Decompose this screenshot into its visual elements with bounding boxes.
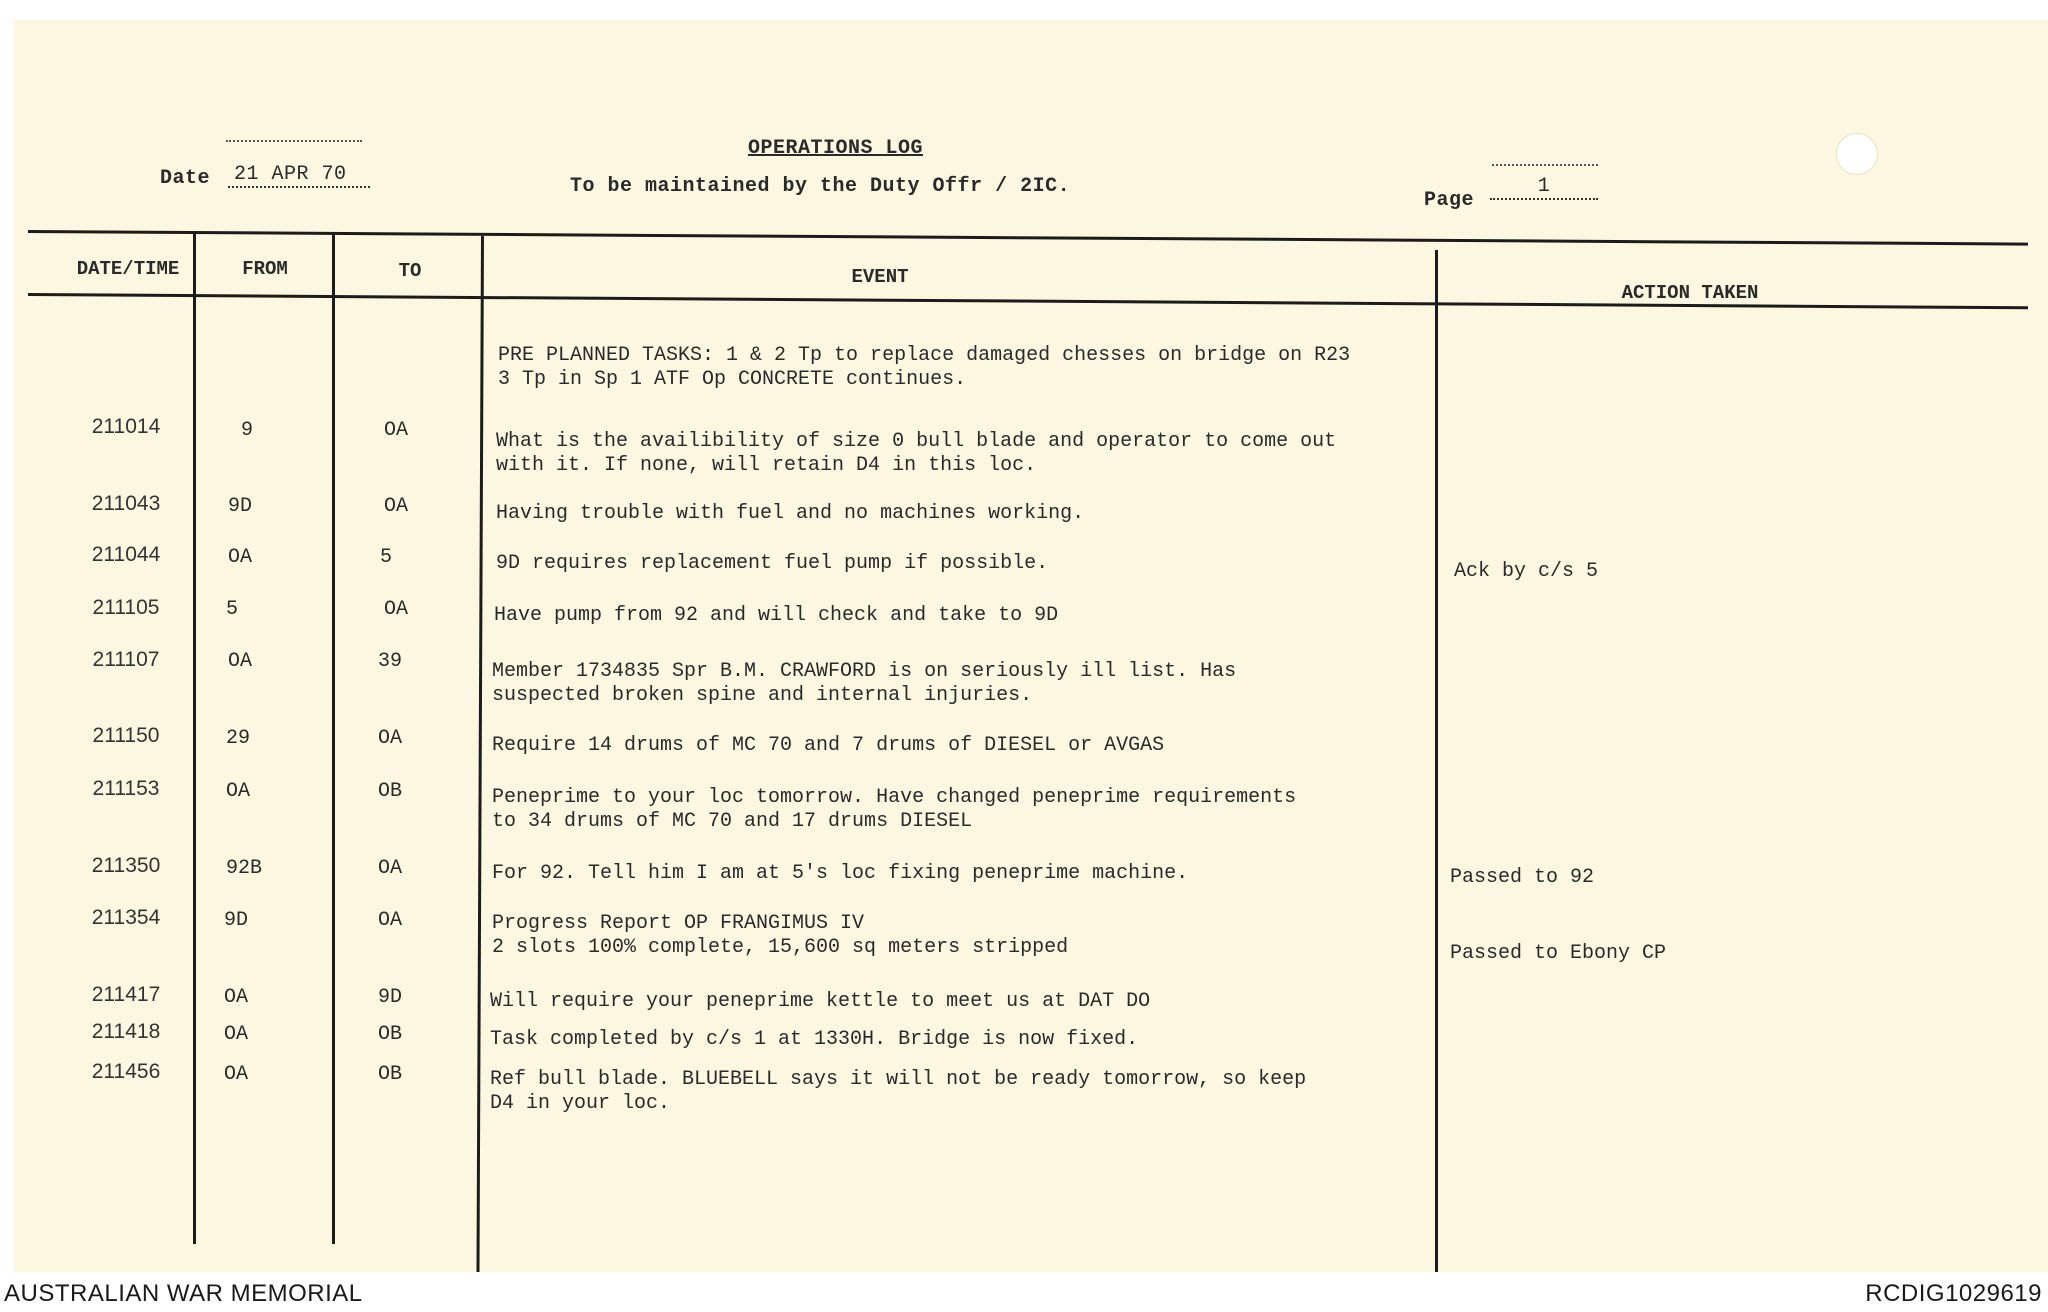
row-event: Task completed by c/s 1 at 1330H. Bridge is now fixed. bbox=[490, 1028, 1139, 1051]
row-from: OA bbox=[223, 1063, 248, 1086]
row-to: OB bbox=[377, 1023, 402, 1046]
row-from: 92B bbox=[225, 857, 262, 880]
row-event: Progress Report OP FRANGIMUS IV 2 slots 100% complete, 15,600 sq meters stripped bbox=[492, 912, 1069, 959]
row-datetime: 211418 bbox=[91, 1020, 161, 1043]
row-event: Require 14 drums of MC 70 and 7 drums of DIESEL or AVGAS bbox=[492, 734, 1165, 757]
row-from: OA bbox=[227, 546, 252, 569]
row-from: OA bbox=[227, 650, 252, 673]
row-event: For 92. Tell him I am at 5's loc fixing peneprime machine. bbox=[492, 862, 1189, 885]
preplanned-tasks: PRE PLANNED TASKS: 1 & 2 Tp to replace damaged chesses on bridge on R23 3 Tp in Sp 1 ATF Op CONCRETE continues. bbox=[498, 344, 1351, 391]
footer-source: AUSTRALIAN WAR MEMORIAL bbox=[4, 1280, 363, 1307]
row-datetime: 211043 bbox=[91, 492, 161, 515]
page-value: 1 bbox=[1490, 175, 1598, 200]
row-datetime: 211150 bbox=[92, 724, 160, 747]
row-from: 9D bbox=[227, 495, 252, 518]
row-datetime: 211456 bbox=[91, 1060, 161, 1083]
row-action: Ack by c/s 5 bbox=[1454, 560, 1599, 583]
page-dotted-line bbox=[1492, 164, 1598, 166]
column-header-action: ACTION TAKEN bbox=[1621, 282, 1759, 304]
row-datetime: 211044 bbox=[91, 543, 161, 566]
row-to: OA bbox=[383, 419, 408, 442]
row-from: 5 bbox=[225, 598, 238, 621]
row-from: OA bbox=[223, 1023, 248, 1046]
row-to: 5 bbox=[379, 546, 392, 569]
date-label: Date bbox=[160, 167, 211, 190]
page-label: Page bbox=[1424, 189, 1475, 212]
date-value: 21 APR 70 bbox=[228, 163, 370, 188]
punch-hole bbox=[1836, 133, 1878, 175]
column-header-to: TO bbox=[398, 260, 422, 282]
row-to: 9D bbox=[377, 986, 402, 1009]
row-datetime: 211107 bbox=[92, 648, 160, 671]
row-datetime: 211417 bbox=[91, 983, 161, 1006]
row-from: OA bbox=[223, 986, 248, 1009]
date-dotted-line bbox=[226, 140, 362, 142]
row-datetime: 211354 bbox=[91, 906, 161, 929]
row-datetime: 211105 bbox=[92, 596, 160, 619]
row-event: Having trouble with fuel and no machines working. bbox=[496, 502, 1085, 525]
row-to: OB bbox=[377, 780, 402, 803]
col-divider-4 bbox=[1435, 250, 1438, 1272]
row-event: 9D requires replacement fuel pump if possible. bbox=[496, 552, 1049, 575]
row-to: OA bbox=[377, 727, 402, 750]
row-to: OB bbox=[377, 1063, 402, 1086]
row-event: Member 1734835 Spr B.M. CRAWFORD is on seriously ill list. Has suspected broken spine and internal injuries. bbox=[492, 660, 1237, 707]
row-event: What is the availibility of size 0 bull blade and operator to come out with it. If none, will retain D4 in this loc. bbox=[496, 430, 1337, 477]
row-action: Passed to Ebony CP bbox=[1450, 942, 1667, 965]
column-header-from: FROM bbox=[242, 258, 288, 280]
row-to: OA bbox=[383, 598, 408, 621]
row-event: Peneprime to your loc tomorrow. Have changed peneprime requirements to 34 drums of MC 70 and 17 drums DIESEL bbox=[492, 786, 1297, 833]
row-to: OA bbox=[377, 857, 402, 880]
footer-catalog-id: RCDIG1029619 bbox=[1865, 1280, 2042, 1307]
log-title: OPERATIONS LOG bbox=[748, 137, 924, 160]
row-datetime: 211014 bbox=[91, 415, 161, 438]
column-header-datetime: DATE/TIME bbox=[76, 258, 180, 280]
row-to: OA bbox=[383, 495, 408, 518]
row-from: 9 bbox=[240, 419, 253, 442]
log-subtitle: To be maintained by the Duty Offr / 2IC. bbox=[570, 175, 1071, 198]
row-action: Passed to 92 bbox=[1450, 866, 1595, 889]
col-divider-2 bbox=[332, 232, 335, 1244]
row-datetime: 211350 bbox=[91, 854, 161, 877]
row-from: 29 bbox=[225, 727, 250, 750]
row-datetime: 211153 bbox=[92, 777, 160, 800]
row-from: OA bbox=[225, 780, 250, 803]
row-event: Will require your peneprime kettle to meet us at DAT DO bbox=[490, 990, 1151, 1013]
row-to: 39 bbox=[377, 650, 402, 673]
col-divider-1 bbox=[193, 232, 196, 1244]
row-event: Ref bull blade. BLUEBELL says it will not be ready tomorrow, so keep D4 in your loc. bbox=[490, 1068, 1307, 1115]
row-from: 9D bbox=[223, 909, 248, 932]
column-header-event: EVENT bbox=[851, 266, 909, 288]
row-event: Have pump from 92 and will check and take to 9D bbox=[494, 604, 1059, 627]
row-to: OA bbox=[377, 909, 402, 932]
